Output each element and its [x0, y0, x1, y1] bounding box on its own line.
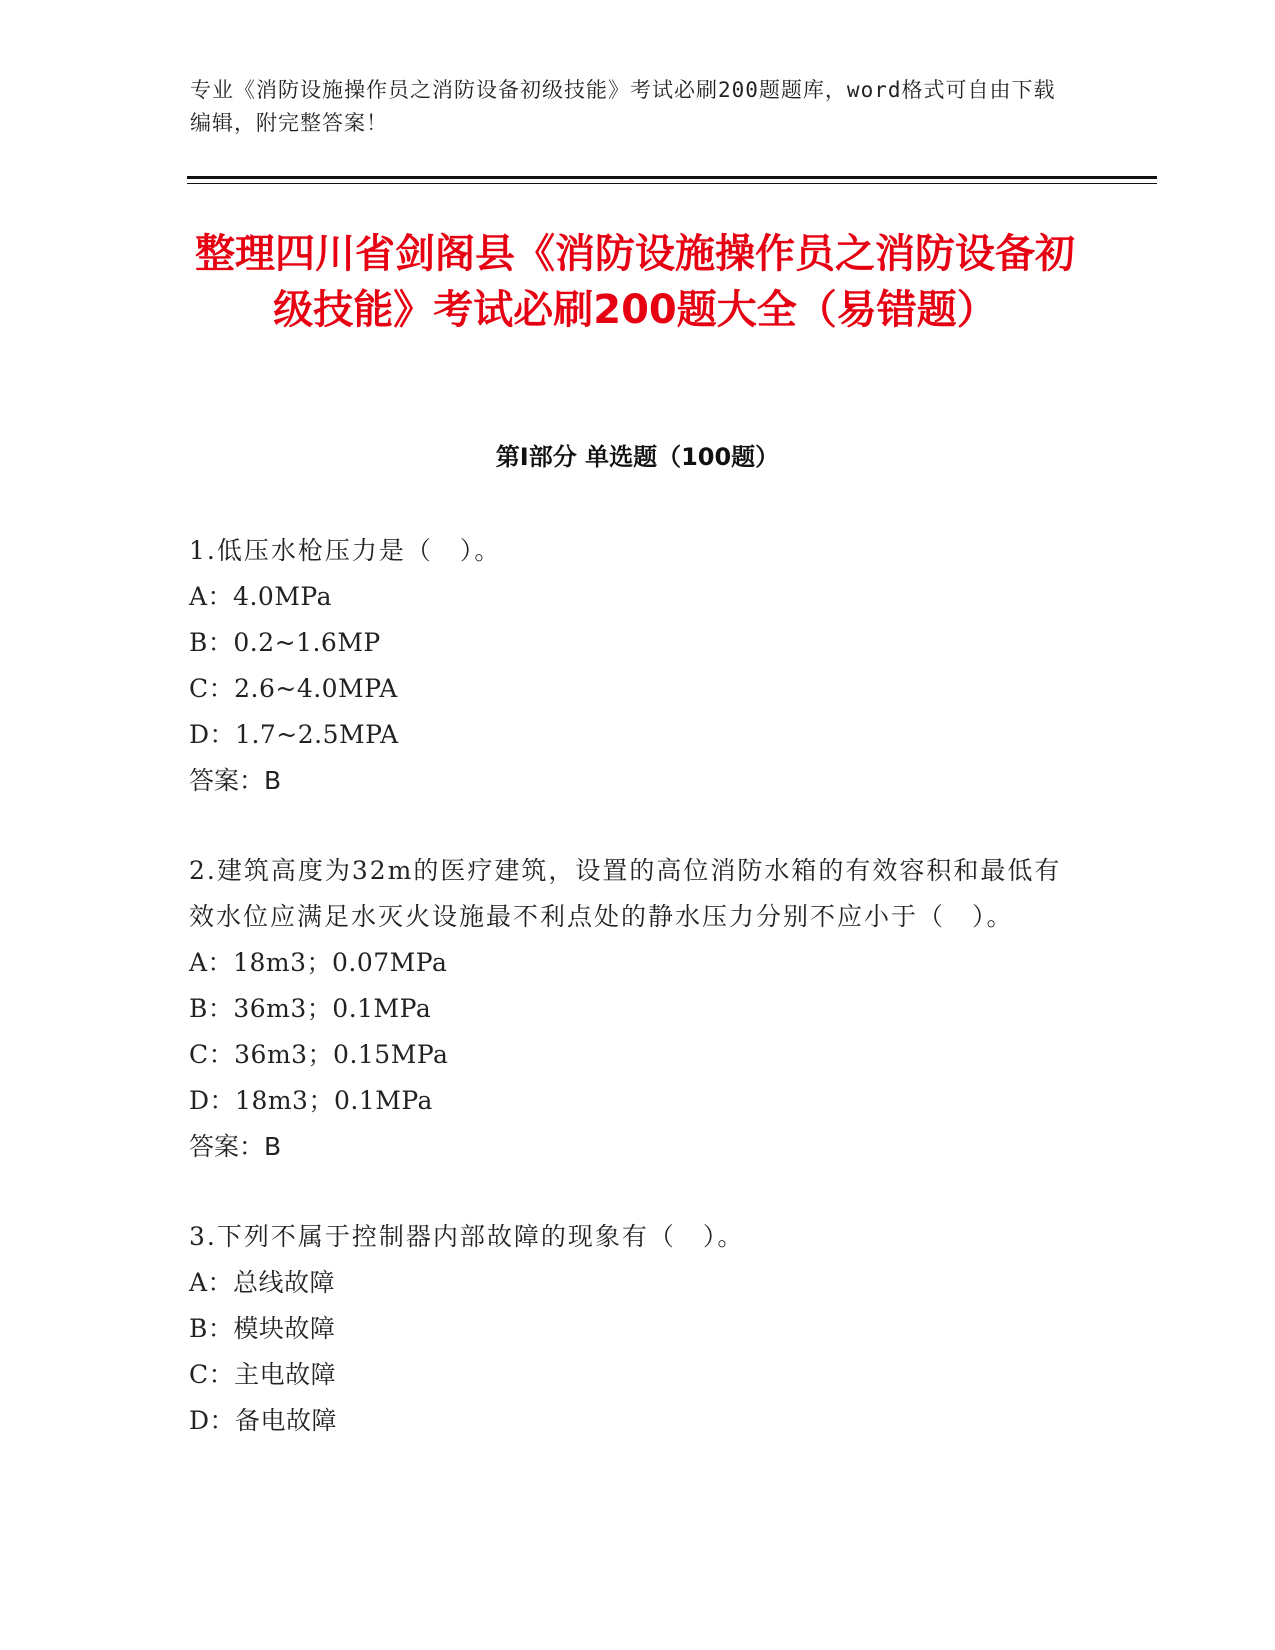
option-a: A：18m3；0.07MPa — [189, 948, 448, 977]
option-b: B：36m3；0.1MPa — [189, 994, 432, 1023]
question-3 — [189, 1214, 1069, 1444]
answer: 答案：B — [189, 766, 282, 795]
question-1 — [189, 528, 1069, 804]
question-stem: 2.建筑高度为32m的医疗建筑，设置的高位消防水箱的有效容积和最低有效水位应满足水灭火设施最不利点处的静水压力分别不应小于（ ）。 — [189, 856, 1062, 931]
option-b: B：模块故障 — [189, 1314, 336, 1343]
option-b: B：0.2~1.6MP — [189, 628, 381, 657]
header-note: 专业《消防设施操作员之消防设备初级技能》考试必刷200题题库，word格式可自由下载编辑，附完整答案！ — [190, 78, 1056, 135]
option-c: C：36m3；0.15MPa — [189, 1040, 449, 1069]
header-divider-thick — [187, 176, 1157, 179]
question-list — [189, 528, 1069, 1488]
option-d: D：备电故障 — [189, 1406, 338, 1435]
header-divider-thin — [187, 183, 1157, 184]
answer: 答案：B — [189, 1132, 282, 1161]
option-d: D：1.7~2.5MPA — [189, 720, 399, 749]
option-d: D：18m3；0.1MPa — [189, 1086, 433, 1115]
option-a: A：总线故障 — [189, 1268, 336, 1297]
question-2 — [189, 848, 1069, 1170]
option-a: A：4.0MPa — [189, 582, 333, 611]
option-c: C：2.6~4.0MPA — [189, 674, 398, 703]
section-title: 第Ⅰ部分 单选题（100题） — [495, 443, 780, 471]
option-c: C：主电故障 — [189, 1360, 337, 1389]
question-stem: 1.低压水枪压力是（ ）。 — [189, 536, 502, 565]
question-stem: 3.下列不属于控制器内部故障的现象有（ ）。 — [189, 1222, 745, 1251]
document-title: 整理四川省剑阁县《消防设施操作员之消防设备初级技能》考试必刷200题大全（易错题） — [195, 231, 1075, 333]
